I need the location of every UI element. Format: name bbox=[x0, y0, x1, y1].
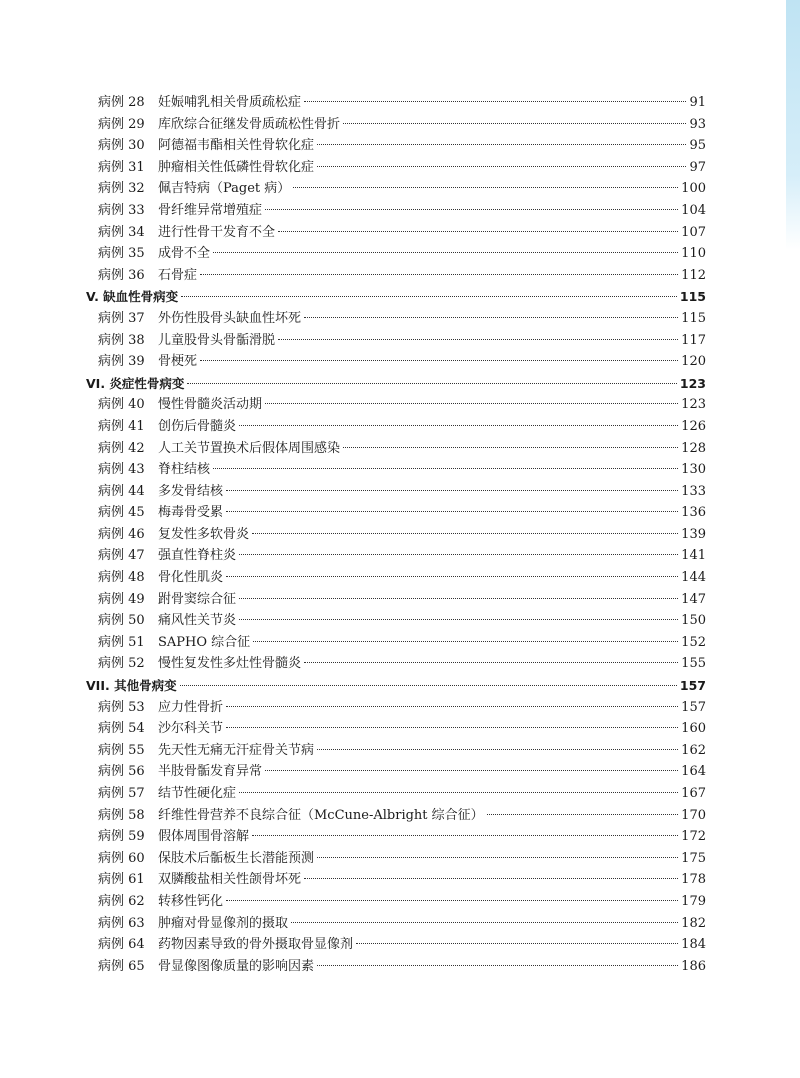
dot-leader bbox=[317, 857, 678, 858]
page-number: 157 bbox=[679, 678, 706, 694]
toc-section-entry[interactable] bbox=[86, 373, 706, 395]
dot-leader bbox=[487, 814, 679, 815]
case-title: 应力性骨折 bbox=[158, 699, 224, 715]
section-title: VII. 其他骨病变 bbox=[86, 678, 177, 694]
page-number: 123 bbox=[681, 397, 706, 413]
dot-leader bbox=[317, 144, 686, 145]
toc-case-entry[interactable] bbox=[86, 761, 706, 783]
case-number: 病例 31 bbox=[98, 159, 145, 175]
case-title: 成骨不全 bbox=[158, 246, 211, 262]
dot-leader bbox=[239, 792, 678, 793]
case-title: 进行性骨干发育不全 bbox=[158, 224, 276, 240]
dot-leader bbox=[239, 554, 678, 555]
section-title: VI. 炎症性骨病变 bbox=[86, 375, 185, 391]
case-number: 病例 56 bbox=[98, 764, 145, 780]
toc-case-entry[interactable] bbox=[86, 330, 706, 352]
dot-leader bbox=[304, 662, 678, 663]
case-title: 复发性多软骨炎 bbox=[158, 526, 250, 542]
case-number: 病例 35 bbox=[98, 246, 145, 262]
case-title: 肿瘤相关性低磷性骨软化症 bbox=[158, 159, 315, 175]
dot-leader bbox=[239, 598, 678, 599]
case-number: 病例 51 bbox=[98, 634, 145, 650]
chapter-edge-tab bbox=[786, 0, 800, 250]
case-title: 外伤性股骨头缺血性坏死 bbox=[158, 310, 302, 326]
case-number: 病例 33 bbox=[98, 202, 145, 218]
toc-case-entry[interactable] bbox=[86, 697, 706, 719]
dot-leader bbox=[304, 317, 678, 318]
page-number: 126 bbox=[681, 418, 706, 434]
case-title: 儿童股骨头骨骺滑脱 bbox=[158, 332, 276, 348]
case-number: 病例 40 bbox=[98, 397, 145, 413]
page-number: 141 bbox=[681, 548, 706, 564]
case-title: 阿德福韦酯相关性骨软化症 bbox=[158, 138, 315, 154]
case-title: 先天性无痛无汗症骨关节病 bbox=[158, 742, 315, 758]
dot-leader bbox=[317, 965, 678, 966]
dot-leader bbox=[265, 770, 678, 771]
case-number: 病例 37 bbox=[98, 310, 145, 326]
case-title: 痛风性关节炎 bbox=[158, 613, 237, 629]
page-number: 175 bbox=[681, 850, 706, 866]
toc-case-entry[interactable] bbox=[86, 545, 706, 567]
dot-leader bbox=[304, 878, 678, 879]
toc-case-entry[interactable] bbox=[86, 351, 706, 373]
page-number: 160 bbox=[681, 721, 706, 737]
toc-case-entry[interactable] bbox=[86, 632, 706, 654]
case-title: 梅毒骨受累 bbox=[158, 505, 224, 521]
dot-leader bbox=[239, 425, 678, 426]
case-title: 沙尔科关节 bbox=[158, 721, 224, 737]
dot-leader bbox=[253, 641, 678, 642]
dot-leader bbox=[200, 274, 678, 275]
case-title: 结节性硬化症 bbox=[158, 786, 237, 801]
dot-leader bbox=[200, 360, 678, 361]
toc-case-entry[interactable] bbox=[86, 438, 706, 460]
case-title: 转移性钙化 bbox=[158, 893, 224, 909]
toc-case-entry[interactable] bbox=[86, 610, 706, 632]
case-number: 病例 59 bbox=[98, 829, 145, 845]
page-number: 117 bbox=[681, 332, 706, 348]
toc-case-entry[interactable] bbox=[86, 459, 706, 481]
toc-case-entry[interactable] bbox=[86, 826, 706, 848]
dot-leader bbox=[226, 706, 678, 707]
case-number: 病例 36 bbox=[98, 267, 145, 283]
toc-case-entry[interactable] bbox=[86, 805, 706, 827]
toc-section-entry[interactable] bbox=[86, 675, 706, 697]
case-title: 石骨症 bbox=[158, 267, 198, 283]
toc-case-entry[interactable] bbox=[86, 157, 706, 179]
toc-case-entry[interactable] bbox=[86, 222, 706, 244]
page-number: 100 bbox=[681, 181, 706, 197]
case-number: 病例 62 bbox=[98, 893, 145, 909]
case-number: 病例 65 bbox=[98, 958, 145, 974]
case-title: 肿瘤对骨显像剂的摄取 bbox=[158, 915, 289, 931]
case-number: 病例 50 bbox=[98, 613, 145, 629]
toc-case-entry[interactable] bbox=[86, 200, 706, 222]
dot-leader bbox=[213, 252, 678, 253]
dot-leader bbox=[226, 490, 678, 491]
dot-leader bbox=[343, 123, 686, 124]
page-number: 186 bbox=[681, 958, 706, 974]
page-number: 162 bbox=[681, 742, 706, 758]
case-title: 人工关节置换术后假体周围感染 bbox=[158, 440, 341, 456]
case-title: SAPHO 综合征 bbox=[158, 634, 251, 650]
page-number: 136 bbox=[681, 505, 706, 521]
dot-leader bbox=[265, 403, 678, 404]
table-of-contents bbox=[86, 92, 706, 977]
toc-case-entry[interactable] bbox=[86, 653, 706, 675]
toc-section-entry[interactable] bbox=[86, 286, 706, 308]
case-number: 病例 28 bbox=[98, 95, 145, 110]
page-number: 123 bbox=[679, 375, 706, 391]
toc-case-entry[interactable] bbox=[86, 265, 706, 287]
case-title: 跗骨窦综合征 bbox=[158, 591, 237, 607]
toc-case-entry[interactable] bbox=[86, 718, 706, 740]
case-number: 病例 39 bbox=[98, 354, 145, 370]
case-title: 慢性复发性多灶性骨髓炎 bbox=[158, 656, 302, 672]
page-number: 147 bbox=[681, 591, 706, 607]
page-number: 179 bbox=[681, 893, 706, 909]
page-number: 144 bbox=[681, 570, 706, 586]
page-number: 93 bbox=[689, 116, 706, 132]
dot-leader bbox=[356, 943, 678, 944]
dot-leader bbox=[291, 922, 678, 923]
toc-case-entry[interactable] bbox=[86, 891, 706, 913]
case-number: 病例 43 bbox=[98, 462, 145, 478]
dot-leader bbox=[187, 383, 676, 384]
case-number: 病例 48 bbox=[98, 570, 145, 586]
case-title: 多发骨结核 bbox=[158, 483, 224, 499]
page-number: 150 bbox=[681, 613, 706, 629]
dot-leader bbox=[226, 900, 678, 901]
case-number: 病例 58 bbox=[98, 807, 145, 823]
toc-case-entry[interactable] bbox=[86, 567, 706, 589]
toc-case-entry[interactable] bbox=[86, 243, 706, 265]
case-number: 病例 34 bbox=[98, 224, 145, 240]
page-number: 139 bbox=[681, 526, 706, 542]
dot-leader bbox=[239, 619, 678, 620]
case-number: 病例 29 bbox=[98, 116, 145, 132]
case-number: 病例 57 bbox=[98, 786, 145, 801]
case-number: 病例 64 bbox=[98, 937, 145, 953]
case-number: 病例 42 bbox=[98, 440, 145, 456]
page-number: 172 bbox=[681, 829, 706, 845]
page-number: 184 bbox=[681, 937, 706, 953]
toc-case-entry[interactable] bbox=[86, 416, 706, 438]
page-number: 167 bbox=[681, 786, 706, 801]
case-title: 佩吉特病（Paget 病） bbox=[158, 181, 291, 197]
toc-case-entry[interactable] bbox=[86, 589, 706, 611]
case-title: 创伤后骨髓炎 bbox=[158, 418, 237, 434]
case-number: 病例 60 bbox=[98, 850, 145, 866]
toc-case-entry[interactable] bbox=[86, 481, 706, 503]
case-number: 病例 55 bbox=[98, 742, 145, 758]
case-number: 病例 61 bbox=[98, 872, 145, 888]
case-number: 病例 41 bbox=[98, 418, 145, 434]
case-title: 骨梗死 bbox=[158, 354, 198, 370]
toc-case-entry[interactable] bbox=[86, 848, 706, 870]
case-number: 病例 63 bbox=[98, 915, 145, 931]
page-number: 133 bbox=[681, 483, 706, 499]
dot-leader bbox=[278, 231, 678, 232]
case-title: 骨显像图像质量的影响因素 bbox=[158, 958, 315, 974]
toc-case-entry[interactable] bbox=[86, 178, 706, 200]
page-number: 112 bbox=[681, 267, 706, 283]
page-number: 115 bbox=[679, 289, 706, 305]
case-number: 病例 32 bbox=[98, 181, 145, 197]
page-number: 95 bbox=[689, 138, 706, 154]
toc-case-entry[interactable] bbox=[86, 956, 706, 978]
page-number: 110 bbox=[681, 246, 706, 262]
case-title: 假体周围骨溶解 bbox=[158, 829, 250, 845]
page-number: 120 bbox=[681, 354, 706, 370]
dot-leader bbox=[226, 727, 678, 728]
page-number: 152 bbox=[681, 634, 706, 650]
page-number: 115 bbox=[681, 310, 706, 326]
toc-case-entry[interactable] bbox=[86, 740, 706, 762]
case-title: 药物因素导致的骨外摄取骨显像剂 bbox=[158, 937, 354, 953]
case-title: 库欣综合征继发骨质疏松性骨折 bbox=[158, 116, 341, 132]
case-number: 病例 45 bbox=[98, 505, 145, 521]
dot-leader bbox=[181, 296, 677, 297]
case-title: 脊柱结核 bbox=[158, 462, 211, 478]
case-title: 强直性脊柱炎 bbox=[158, 548, 237, 564]
page-number: 157 bbox=[681, 699, 706, 715]
page-number: 164 bbox=[681, 764, 706, 780]
case-number: 病例 30 bbox=[98, 138, 145, 154]
page-number: 128 bbox=[681, 440, 706, 456]
page-number: 91 bbox=[689, 95, 706, 110]
dot-leader bbox=[213, 468, 678, 469]
case-title: 慢性骨髓炎活动期 bbox=[158, 397, 263, 413]
case-number: 病例 49 bbox=[98, 591, 145, 607]
toc-case-entry[interactable] bbox=[86, 308, 706, 330]
dot-leader bbox=[252, 533, 678, 534]
page-number: 155 bbox=[681, 656, 706, 672]
page-number: 178 bbox=[681, 872, 706, 888]
toc-case-entry[interactable] bbox=[86, 783, 706, 805]
case-title: 骨化性肌炎 bbox=[158, 570, 224, 586]
case-number: 病例 52 bbox=[98, 656, 145, 672]
case-title: 纤维性骨营养不良综合征（McCune-Albright 综合征） bbox=[158, 807, 484, 823]
dot-leader bbox=[226, 576, 678, 577]
dot-leader bbox=[252, 835, 678, 836]
toc-case-entry[interactable] bbox=[86, 913, 706, 935]
section-title: V. 缺血性骨病变 bbox=[86, 289, 179, 305]
toc-case-entry[interactable] bbox=[86, 524, 706, 546]
page-number: 170 bbox=[681, 807, 706, 823]
toc-case-entry[interactable] bbox=[86, 92, 706, 114]
page-number: 130 bbox=[681, 462, 706, 478]
case-number: 病例 38 bbox=[98, 332, 145, 348]
case-number: 病例 53 bbox=[98, 699, 145, 715]
toc-case-entry[interactable] bbox=[86, 869, 706, 891]
case-number: 病例 54 bbox=[98, 721, 145, 737]
page-number: 97 bbox=[689, 159, 706, 175]
case-title: 妊娠哺乳相关骨质疏松症 bbox=[158, 95, 302, 110]
dot-leader bbox=[278, 339, 678, 340]
case-number: 病例 44 bbox=[98, 483, 145, 499]
dot-leader bbox=[226, 511, 678, 512]
case-title: 半肢骨骺发育异常 bbox=[158, 764, 263, 780]
page-number: 182 bbox=[681, 915, 706, 931]
case-title: 保肢术后骺板生长潜能预测 bbox=[158, 850, 315, 866]
dot-leader bbox=[317, 166, 686, 167]
dot-leader bbox=[180, 685, 677, 686]
case-number: 病例 46 bbox=[98, 526, 145, 542]
toc-case-entry[interactable] bbox=[86, 135, 706, 157]
dot-leader bbox=[265, 209, 678, 210]
case-title: 双膦酸盐相关性颌骨坏死 bbox=[158, 872, 302, 888]
toc-case-entry[interactable] bbox=[86, 934, 706, 956]
toc-case-entry[interactable] bbox=[86, 502, 706, 524]
dot-leader bbox=[317, 749, 678, 750]
dot-leader bbox=[304, 101, 686, 102]
case-number: 病例 47 bbox=[98, 548, 145, 564]
toc-case-entry[interactable] bbox=[86, 394, 706, 416]
dot-leader bbox=[293, 187, 678, 188]
toc-case-entry[interactable] bbox=[86, 114, 706, 136]
dot-leader bbox=[343, 447, 678, 448]
page-number: 107 bbox=[681, 224, 706, 240]
page-number: 104 bbox=[681, 202, 706, 218]
case-title: 骨纤维异常增殖症 bbox=[158, 202, 263, 218]
